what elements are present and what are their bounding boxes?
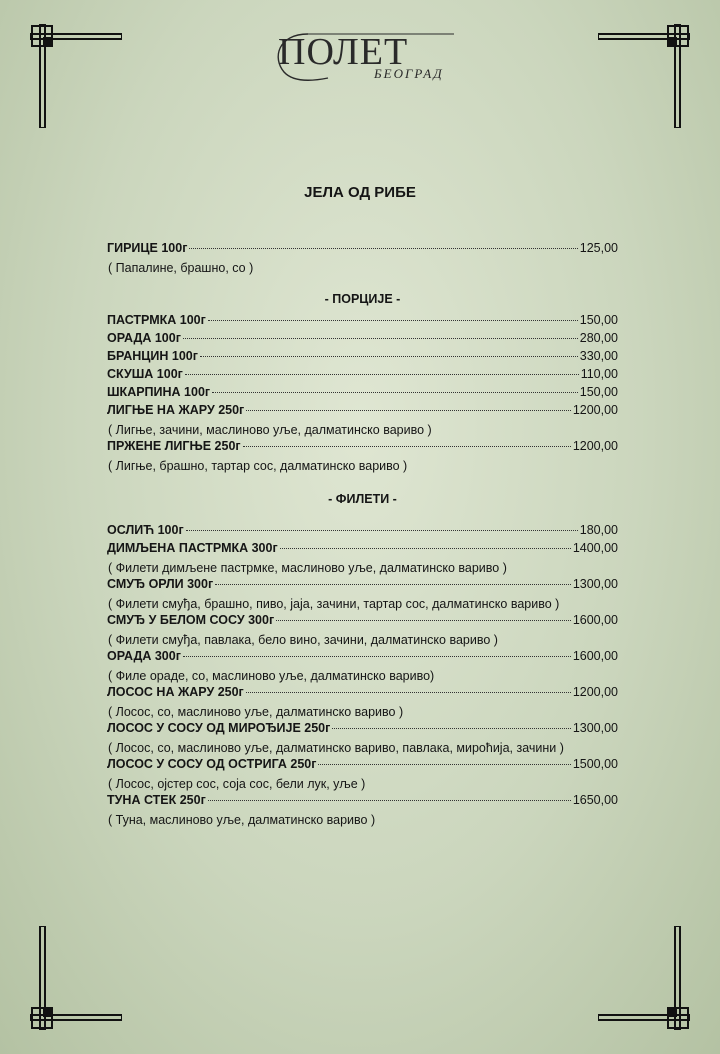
item-name: СМУЂ ОРЛИ 300г [107, 577, 214, 591]
item-description: ( Филети димљене пастрмке, маслиново уље, далматинско вариво ) [108, 561, 507, 575]
item-name: ПРЖЕНЕ ЛИГЊЕ 250г [107, 439, 241, 453]
dot-leader [200, 356, 578, 357]
restaurant-logo [268, 28, 458, 86]
menu-item [107, 757, 618, 775]
menu-item [107, 541, 618, 559]
item-description: ( Лосос, со, маслиново уље, далматинско вариво, павлака, мироћија, зачини ) [108, 741, 564, 755]
item-description: ( Лосос, со, маслиново уље, далматинско вариво ) [108, 705, 404, 719]
dot-leader [189, 248, 577, 249]
item-price: 1200,00 [572, 685, 618, 699]
dot-leader [243, 446, 571, 447]
item-name: ДИМЉЕНА ПАСТРМКА 300г [107, 541, 278, 555]
item-price: 125,00 [579, 241, 618, 255]
item-price: 1400,00 [572, 541, 618, 555]
menu-item [107, 385, 618, 403]
menu-item [107, 349, 618, 367]
dot-leader [183, 656, 571, 657]
dot-leader [246, 692, 571, 693]
item-price: 1300,00 [572, 577, 618, 591]
item-name: ЛОСОС НА ЖАРУ 250г [107, 685, 244, 699]
item-price: 1200,00 [572, 403, 618, 417]
item-price: 1300,00 [572, 721, 618, 735]
menu-item [107, 649, 618, 667]
menu-item [107, 613, 618, 631]
menu-item [107, 577, 618, 595]
item-price: 1200,00 [572, 439, 618, 453]
menu-item [107, 241, 618, 259]
item-name: ОСЛИЋ 100г [107, 523, 184, 537]
item-name: БРАНЦИН 100г [107, 349, 198, 363]
item-name: ЛИГЊЕ НА ЖАРУ 250г [107, 403, 245, 417]
item-price: 150,00 [579, 313, 618, 327]
dot-leader [208, 800, 571, 801]
item-description: ( Лосос, ојстер сос, соја сос, бели лук, уље ) [108, 777, 366, 791]
menu-item [107, 367, 618, 385]
section-heading-portions: - ПОРЦИЈЕ - [324, 292, 401, 306]
menu-list [107, 241, 618, 829]
item-description: ( Филети смуђа, павлака, бело вино, зачини, далматинско вариво ) [108, 633, 498, 647]
item-description: ( Филети смуђа, брашно, пиво, јаја, зачини, тартар сос, далматинско вариво ) [108, 597, 560, 611]
item-name: ОРАДА 100г [107, 331, 181, 345]
item-price: 1650,00 [572, 793, 618, 807]
item-price: 330,00 [579, 349, 618, 363]
menu-item [107, 439, 618, 457]
item-name: ГИРИЦЕ 100г [107, 241, 188, 255]
item-price: 1500,00 [572, 757, 618, 771]
menu-item [107, 685, 618, 703]
item-description: ( Туна, маслиново уље, далматинско вариво ) [108, 813, 376, 827]
menu-item [107, 793, 618, 811]
dot-leader [215, 584, 571, 585]
dot-leader [186, 530, 578, 531]
menu-item [107, 523, 618, 541]
item-price: 110,00 [580, 367, 618, 381]
dot-leader [246, 410, 571, 411]
item-description: ( Папалине, брашно, со ) [108, 261, 254, 275]
item-description: ( Лигње, брашно, тартар сос, далматинско вариво ) [108, 459, 408, 473]
item-name: ЛОСОС У СОСУ ОД МИРОЂИЈЕ 250г [107, 721, 331, 735]
item-name: ЛОСОС У СОСУ ОД ОСТРИГА 250г [107, 757, 317, 771]
menu-item [107, 313, 618, 331]
corner-ornament-bottom-left-icon [30, 926, 122, 1030]
item-name: ПАСТРМКА 100г [107, 313, 206, 327]
dot-leader [276, 620, 571, 621]
dot-leader [212, 392, 578, 393]
section-heading-fillets: - ФИЛЕТИ - [328, 492, 397, 506]
menu-item [107, 403, 618, 421]
dot-leader [183, 338, 578, 339]
corner-ornament-top-right-icon [598, 24, 690, 128]
dot-leader [280, 548, 571, 549]
item-name: ОРАДА 300г [107, 649, 181, 663]
page-title: ЈЕЛА ОД РИБЕ [304, 184, 416, 201]
corner-ornament-bottom-right-icon [598, 926, 690, 1030]
item-price: 180,00 [579, 523, 618, 537]
dot-leader [318, 764, 570, 765]
item-name: ШКАРПИНА 100г [107, 385, 211, 399]
item-name: СМУЂ У БЕЛОМ СОСУ 300г [107, 613, 275, 627]
dot-leader [208, 320, 578, 321]
item-price: 1600,00 [572, 649, 618, 663]
item-price: 280,00 [579, 331, 618, 345]
dot-leader [185, 374, 579, 375]
logo-city: БЕОГРАД [374, 66, 444, 81]
item-description: ( Лигње, зачини, маслиново уље, далматинско вариво ) [108, 423, 432, 437]
menu-item [107, 721, 618, 739]
item-name: ТУНА СТЕК 250г [107, 793, 206, 807]
item-name: СКУША 100г [107, 367, 183, 381]
item-price: 150,00 [579, 385, 618, 399]
menu-item [107, 331, 618, 349]
logo-wordmark: ПОЛЕТ [278, 31, 409, 73]
item-price: 1600,00 [572, 613, 618, 627]
item-description: ( Филе орадe, со, маслиново уље, далматинско вариво) [108, 669, 435, 683]
corner-ornament-top-left-icon [30, 24, 122, 128]
dot-leader [332, 728, 570, 729]
